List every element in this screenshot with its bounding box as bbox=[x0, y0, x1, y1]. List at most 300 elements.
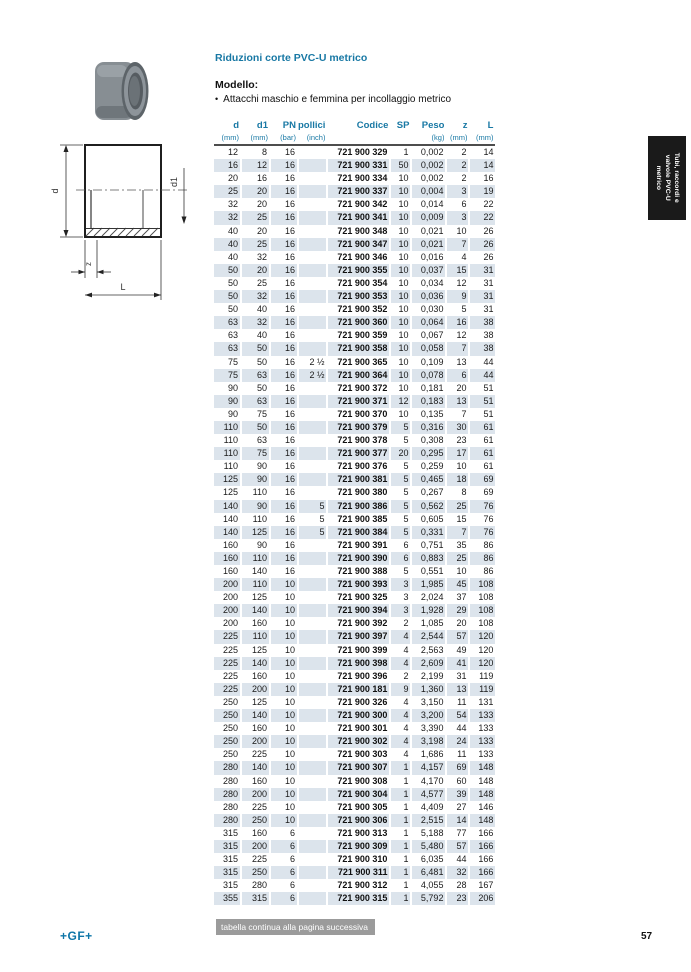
chapter-side-tab-text bbox=[653, 153, 681, 203]
cell: 86 bbox=[469, 539, 495, 552]
col-unit-d: (mm) bbox=[214, 131, 241, 145]
cell: 9 bbox=[446, 290, 469, 303]
cell: 0,183 bbox=[411, 395, 446, 408]
product-table bbox=[214, 118, 495, 905]
cell: 0,331 bbox=[411, 526, 446, 539]
table-row bbox=[214, 892, 495, 905]
side-tab-line: valvole PVC-U bbox=[663, 154, 671, 202]
cell: 0,316 bbox=[411, 421, 446, 434]
cell: 16 bbox=[270, 198, 298, 211]
cell bbox=[298, 552, 327, 565]
cell: 0,883 bbox=[411, 552, 446, 565]
cell: 13 bbox=[446, 683, 469, 696]
cell: 3,198 bbox=[411, 735, 446, 748]
cell: 160 bbox=[222, 539, 238, 550]
cell: 5 bbox=[390, 500, 411, 513]
cell: 6 bbox=[270, 866, 298, 879]
cell: 2,563 bbox=[411, 644, 446, 657]
table-row bbox=[214, 342, 495, 355]
cell: 16 bbox=[270, 486, 298, 499]
cell: 140 bbox=[241, 709, 270, 722]
cell: 8 bbox=[446, 486, 469, 499]
table-row bbox=[214, 853, 495, 866]
cell: 110 bbox=[241, 486, 270, 499]
table-row bbox=[214, 814, 495, 827]
cell bbox=[298, 748, 327, 761]
table-row bbox=[214, 145, 495, 159]
cell: 721 900 313 bbox=[327, 827, 390, 840]
cell: 721 900 358 bbox=[327, 342, 390, 355]
cell: 721 900 347 bbox=[327, 238, 390, 251]
cell: 51 bbox=[469, 382, 495, 395]
cell: 9 bbox=[390, 683, 411, 696]
cell: 2,515 bbox=[411, 814, 446, 827]
cell bbox=[298, 303, 327, 316]
cell: 4 bbox=[390, 748, 411, 761]
cell bbox=[298, 892, 327, 905]
cell: 4 bbox=[390, 630, 411, 643]
cell: 200 bbox=[241, 735, 270, 748]
table-row bbox=[214, 395, 495, 408]
cell: 1 bbox=[390, 761, 411, 774]
col-unit-sp bbox=[390, 131, 411, 145]
table-row bbox=[214, 447, 495, 460]
cell: 200 bbox=[214, 604, 241, 617]
cell: 50 bbox=[241, 356, 270, 369]
chapter-side-tab bbox=[648, 136, 686, 220]
cell: 3,390 bbox=[411, 722, 446, 735]
cell: 225 bbox=[241, 801, 270, 814]
cell: 10 bbox=[390, 382, 411, 395]
cell: 1 bbox=[390, 866, 411, 879]
cell: 44 bbox=[469, 356, 495, 369]
cell: 133 bbox=[469, 748, 495, 761]
cell: 721 900 398 bbox=[327, 657, 390, 670]
cell: 32 bbox=[446, 866, 469, 879]
cell: 50 bbox=[227, 304, 238, 315]
cell: 721 900 305 bbox=[327, 801, 390, 814]
cell: 721 900 303 bbox=[327, 748, 390, 761]
cell: 200 bbox=[241, 683, 270, 696]
table-row bbox=[214, 617, 495, 630]
cell: 280 bbox=[222, 801, 238, 812]
cell: 125 bbox=[222, 487, 238, 498]
cell: 355 bbox=[214, 892, 241, 905]
table-row bbox=[214, 486, 495, 499]
cell: 51 bbox=[469, 395, 495, 408]
cell: 63 bbox=[214, 316, 241, 329]
cell: 721 900 355 bbox=[327, 264, 390, 277]
cell: 3 bbox=[390, 604, 411, 617]
table-row bbox=[214, 670, 495, 683]
cell: 16 bbox=[270, 421, 298, 434]
cell: 1 bbox=[390, 827, 411, 840]
cell: 280 bbox=[241, 879, 270, 892]
cell bbox=[298, 696, 327, 709]
cell: 2 bbox=[446, 172, 469, 185]
cell bbox=[298, 395, 327, 408]
cell: 90 bbox=[227, 382, 238, 393]
cell: 63 bbox=[241, 434, 270, 447]
cell: 721 900 378 bbox=[327, 434, 390, 447]
cell: 0,058 bbox=[411, 342, 446, 355]
cell: 10 bbox=[270, 644, 298, 657]
table-row bbox=[214, 211, 495, 224]
cell bbox=[298, 578, 327, 591]
cell: 54 bbox=[446, 709, 469, 722]
col-unit-z: (mm) bbox=[446, 131, 469, 145]
cell: 90 bbox=[241, 539, 270, 552]
cell: 721 900 306 bbox=[327, 814, 390, 827]
cell bbox=[298, 670, 327, 683]
cell: 125 bbox=[241, 644, 270, 657]
table-row bbox=[214, 513, 495, 526]
cell bbox=[298, 788, 327, 801]
cell: 4 bbox=[390, 709, 411, 722]
cell: 315 bbox=[222, 880, 238, 891]
cell: 10 bbox=[270, 722, 298, 735]
table-row bbox=[214, 775, 495, 788]
cell: 0,030 bbox=[411, 303, 446, 316]
cell: 225 bbox=[222, 670, 238, 681]
cell: 721 900 380 bbox=[327, 486, 390, 499]
cell: 0,016 bbox=[411, 251, 446, 264]
cell: 4,170 bbox=[411, 775, 446, 788]
cell: 25 bbox=[214, 185, 241, 198]
cell: 24 bbox=[446, 735, 469, 748]
cell: 1,686 bbox=[411, 748, 446, 761]
cell: 25 bbox=[241, 277, 270, 290]
cell: 133 bbox=[469, 722, 495, 735]
cell: 40 bbox=[214, 238, 241, 251]
cell: 25 bbox=[241, 211, 270, 224]
cell: 10 bbox=[390, 356, 411, 369]
cell: 0,109 bbox=[411, 356, 446, 369]
cell: 10 bbox=[270, 801, 298, 814]
cell: 16 bbox=[270, 329, 298, 342]
cell: 225 bbox=[214, 657, 241, 670]
cell: 50 bbox=[241, 421, 270, 434]
cell: 225 bbox=[241, 853, 270, 866]
cell: 22 bbox=[469, 211, 495, 224]
cell: 315 bbox=[214, 866, 241, 879]
cell bbox=[298, 539, 327, 552]
cell: 16 bbox=[270, 356, 298, 369]
table-row bbox=[214, 159, 495, 172]
cell: 250 bbox=[241, 814, 270, 827]
cell: 16 bbox=[270, 526, 298, 539]
cell: 10 bbox=[270, 630, 298, 643]
cell: 10 bbox=[390, 408, 411, 421]
cell: 4,409 bbox=[411, 801, 446, 814]
cell: 721 900 309 bbox=[327, 840, 390, 853]
cell: 721 900 310 bbox=[327, 853, 390, 866]
cell: 225 bbox=[241, 748, 270, 761]
cell: 4 bbox=[390, 696, 411, 709]
cell: 31 bbox=[469, 277, 495, 290]
cell: 10 bbox=[390, 185, 411, 198]
cell: 721 900 381 bbox=[327, 473, 390, 486]
cell: 3,200 bbox=[411, 709, 446, 722]
col-header-d1: d1 bbox=[256, 120, 268, 131]
cell: 166 bbox=[469, 853, 495, 866]
cell bbox=[298, 316, 327, 329]
cell: 160 bbox=[241, 775, 270, 788]
col-header-l: L bbox=[487, 120, 494, 131]
cell: 2 ½ bbox=[298, 369, 327, 382]
cell: 16 bbox=[270, 460, 298, 473]
cell: 721 900 384 bbox=[327, 526, 390, 539]
cell bbox=[298, 434, 327, 447]
cell: 75 bbox=[214, 369, 241, 382]
cell: 10 bbox=[390, 316, 411, 329]
cell: 10 bbox=[270, 814, 298, 827]
cell: 0,004 bbox=[411, 185, 446, 198]
cell: 10 bbox=[270, 761, 298, 774]
cell: 90 bbox=[241, 500, 270, 513]
cell: 63 bbox=[227, 330, 238, 341]
cell: 0,259 bbox=[411, 460, 446, 473]
cell: 206 bbox=[469, 892, 495, 905]
cell: 90 bbox=[241, 460, 270, 473]
cell: 8 bbox=[241, 145, 270, 159]
cell: 721 900 346 bbox=[327, 251, 390, 264]
cell: 61 bbox=[469, 447, 495, 460]
dim-label-z: z bbox=[84, 262, 93, 266]
cell: 721 900 181 bbox=[327, 683, 390, 696]
cell: 7 bbox=[446, 342, 469, 355]
cell: 16 bbox=[446, 316, 469, 329]
cell: 110 bbox=[241, 578, 270, 591]
cell: 0,751 bbox=[411, 539, 446, 552]
col-unit-l: (mm) bbox=[469, 131, 495, 145]
table-row bbox=[214, 382, 495, 395]
cell: 108 bbox=[469, 604, 495, 617]
table-row bbox=[214, 722, 495, 735]
cell: 50 bbox=[214, 264, 241, 277]
cell: 16 bbox=[469, 172, 495, 185]
cell: 40 bbox=[241, 329, 270, 342]
table-row bbox=[214, 539, 495, 552]
cell: 721 900 370 bbox=[327, 408, 390, 421]
cell: 10 bbox=[390, 342, 411, 355]
cell: 0,135 bbox=[411, 408, 446, 421]
cell: 2 bbox=[390, 670, 411, 683]
cell: 1,360 bbox=[411, 683, 446, 696]
cell: 31 bbox=[469, 290, 495, 303]
cell: 280 bbox=[214, 788, 241, 801]
cell: 148 bbox=[469, 814, 495, 827]
cell: 16 bbox=[270, 382, 298, 395]
cell: 28 bbox=[446, 879, 469, 892]
cell: 140 bbox=[222, 513, 238, 524]
cell: 6,481 bbox=[411, 866, 446, 879]
cell: 131 bbox=[469, 696, 495, 709]
model-description-text: Attacchi maschio e femmina per incollaggio metrico bbox=[223, 94, 452, 105]
cell: 20 bbox=[241, 198, 270, 211]
table-row bbox=[214, 251, 495, 264]
cell: 6 bbox=[270, 853, 298, 866]
cell: 17 bbox=[446, 447, 469, 460]
cell bbox=[298, 630, 327, 643]
cell: 5 bbox=[390, 526, 411, 539]
cell: 721 900 300 bbox=[327, 709, 390, 722]
table-row bbox=[214, 290, 495, 303]
cell: 160 bbox=[241, 722, 270, 735]
cell: 11 bbox=[446, 696, 469, 709]
cell: 32 bbox=[241, 290, 270, 303]
cell bbox=[298, 329, 327, 342]
cell: 110 bbox=[214, 447, 241, 460]
cell bbox=[298, 644, 327, 657]
table-row bbox=[214, 696, 495, 709]
cell: 721 900 311 bbox=[327, 866, 390, 879]
cell: 166 bbox=[469, 866, 495, 879]
cell: 16 bbox=[241, 172, 270, 185]
cell: 16 bbox=[270, 145, 298, 159]
cell: 4 bbox=[390, 722, 411, 735]
cell bbox=[298, 172, 327, 185]
cell: 20 bbox=[446, 617, 469, 630]
cell: 10 bbox=[446, 565, 469, 578]
cell: 3 bbox=[390, 578, 411, 591]
cell: 119 bbox=[469, 670, 495, 683]
cell: 38 bbox=[469, 329, 495, 342]
cell: 10 bbox=[390, 264, 411, 277]
cell: 10 bbox=[270, 578, 298, 591]
cell: 721 900 379 bbox=[327, 421, 390, 434]
cell: 721 900 391 bbox=[327, 539, 390, 552]
cell: 160 bbox=[214, 552, 241, 565]
cell: 3,150 bbox=[411, 696, 446, 709]
cell: 2 bbox=[390, 617, 411, 630]
cell: 200 bbox=[241, 840, 270, 853]
cell: 119 bbox=[469, 683, 495, 696]
cell: 721 900 392 bbox=[327, 617, 390, 630]
cell: 10 bbox=[270, 709, 298, 722]
cell: 61 bbox=[469, 421, 495, 434]
table-row bbox=[214, 264, 495, 277]
cell: 0,064 bbox=[411, 316, 446, 329]
cell: 0,014 bbox=[411, 198, 446, 211]
cell bbox=[298, 604, 327, 617]
cell: 75 bbox=[241, 447, 270, 460]
cell: 721 900 326 bbox=[327, 696, 390, 709]
cell: 10 bbox=[270, 775, 298, 788]
cell bbox=[298, 486, 327, 499]
cell: 10 bbox=[390, 211, 411, 224]
table-row bbox=[214, 683, 495, 696]
cell: 721 900 364 bbox=[327, 369, 390, 382]
col-unit-pollici: (inch) bbox=[298, 131, 327, 145]
cell: 10 bbox=[270, 657, 298, 670]
cell: 1 bbox=[390, 775, 411, 788]
cell: 110 bbox=[241, 513, 270, 526]
col-header-pn: PN bbox=[282, 120, 296, 131]
cell: 19 bbox=[469, 185, 495, 198]
cell: 16 bbox=[270, 565, 298, 578]
cell: 0,036 bbox=[411, 290, 446, 303]
cell: 140 bbox=[214, 500, 241, 513]
cell: 110 bbox=[241, 630, 270, 643]
cell: 4 bbox=[390, 735, 411, 748]
cell: 250 bbox=[241, 866, 270, 879]
cell: 20 bbox=[227, 173, 238, 184]
cell: 20 bbox=[241, 225, 270, 238]
cell: 160 bbox=[241, 670, 270, 683]
cell: 32 bbox=[241, 316, 270, 329]
cell: 10 bbox=[270, 788, 298, 801]
cell: 0,605 bbox=[411, 513, 446, 526]
cell: 50 bbox=[390, 159, 411, 172]
cell: 721 900 394 bbox=[327, 604, 390, 617]
cell: 721 900 386 bbox=[327, 500, 390, 513]
page-number: 57 bbox=[641, 931, 653, 942]
cell: 20 bbox=[241, 264, 270, 277]
cell: 721 900 377 bbox=[327, 447, 390, 460]
cell: 45 bbox=[446, 578, 469, 591]
cell bbox=[298, 683, 327, 696]
cell: 7 bbox=[446, 526, 469, 539]
cell: 721 900 372 bbox=[327, 382, 390, 395]
cell: 4,157 bbox=[411, 761, 446, 774]
cell: 10 bbox=[270, 683, 298, 696]
cell: 1 bbox=[390, 801, 411, 814]
cell: 16 bbox=[270, 500, 298, 513]
cell: 20 bbox=[241, 185, 270, 198]
cell: 125 bbox=[241, 591, 270, 604]
cell bbox=[298, 421, 327, 434]
cell: 108 bbox=[469, 617, 495, 630]
cell: 721 900 353 bbox=[327, 290, 390, 303]
cell: 90 bbox=[214, 395, 241, 408]
cell: 16 bbox=[270, 447, 298, 460]
cell: 0,002 bbox=[411, 159, 446, 172]
cell bbox=[298, 342, 327, 355]
table-row bbox=[214, 604, 495, 617]
cell: 10 bbox=[270, 735, 298, 748]
cell: 16 bbox=[270, 473, 298, 486]
cell: 721 900 312 bbox=[327, 879, 390, 892]
cell: 4,577 bbox=[411, 788, 446, 801]
cell: 1,928 bbox=[411, 604, 446, 617]
cell: 200 bbox=[222, 592, 238, 603]
cell: 3 bbox=[446, 185, 469, 198]
side-tab-line: metrico bbox=[654, 165, 662, 191]
cell bbox=[298, 238, 327, 251]
cell: 76 bbox=[469, 513, 495, 526]
cell: 1 bbox=[390, 853, 411, 866]
cell: 140 bbox=[241, 604, 270, 617]
cell: 16 bbox=[270, 342, 298, 355]
cell: 1 bbox=[390, 788, 411, 801]
cell bbox=[298, 853, 327, 866]
cell: 50 bbox=[214, 290, 241, 303]
cell: 140 bbox=[241, 657, 270, 670]
cell bbox=[298, 145, 327, 159]
cell: 5 bbox=[390, 486, 411, 499]
table-row bbox=[214, 172, 495, 185]
cell: 721 900 348 bbox=[327, 225, 390, 238]
cell: 6 bbox=[446, 369, 469, 382]
cell: 5,792 bbox=[411, 892, 446, 905]
cell: 721 900 359 bbox=[327, 329, 390, 342]
cell: 1 bbox=[390, 892, 411, 905]
cell: 5 bbox=[446, 303, 469, 316]
cell: 75 bbox=[227, 356, 238, 367]
cell: 51 bbox=[469, 408, 495, 421]
table-row bbox=[214, 552, 495, 565]
